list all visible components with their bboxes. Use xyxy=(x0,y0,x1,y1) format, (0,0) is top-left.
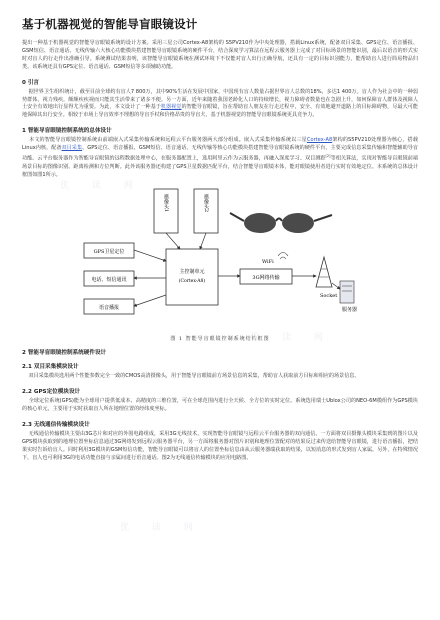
citation: [2] xyxy=(325,154,331,159)
section-2-1-heading: 2.1 双目采集模块设计 xyxy=(22,364,79,371)
cortex-a8-link[interactable]: Cortex-A8 xyxy=(306,137,333,144)
figure-1-caption: 图 1 智能导盲眼镜控制系统结构框图 xyxy=(170,336,270,343)
section-2-2-paragraph xyxy=(22,398,418,414)
main-controller-label: 主控制单元 xyxy=(179,269,205,276)
body-text: 等相关算法，实现对智能导盲眼镜前端场景目标的图像识别、距离检测和方位判断。此外该服务器还构建了GPS卫星数据匹配平台，结合智能导盲眼镜本体，能对眼镜使用者进行实时有效地定位。本系统的总体设计框图如图1所示。 xyxy=(22,155,418,178)
section-2-1-paragraph xyxy=(22,373,418,381)
abstract-paragraph: 提出一种基于机器视觉的智能导盲眼镜系统的设计方案。采用三星公司Cortex-A8架构的 S5PV210作为中央处理器，搭载Linux系统，配备双目采集、GPS定位、语音播报、GSM短信、语音通话、无线传输六大核心功能模块搭建智能导盲眼镜系统的硬件平台，结合深度学习算法在远程云服务器上完成了对目标场景的智能识别，最后以语音的形式实时对盲人的行走作出准确引导。系统测试结果表明，该智能导盲眼镜系统在测试环境下不仅能对盲人出行正确导航，还具有一定的目标识别能力，能帮助盲人进行简易物品归类。该系统还具有GPS定位、语音通话、GSM短信等多项辅助功能。 xyxy=(22,40,418,70)
section-2-3-heading: 2.3 无线通信传输模块设计 xyxy=(22,422,90,429)
server-label: 服务器 xyxy=(342,307,358,314)
section-1-paragraph xyxy=(22,137,418,179)
block-diagram xyxy=(70,183,370,333)
section-0-paragraph xyxy=(22,89,418,121)
section-1-heading: 1 智能导盲眼镜控制系统的总体设计 xyxy=(22,128,112,135)
camera-1-label: 摄像头1 xyxy=(163,194,169,213)
machine-vision-link[interactable]: 机器视觉 xyxy=(160,104,182,111)
watermark: 优 读 网 xyxy=(120,523,203,533)
main-controller-box xyxy=(166,249,218,305)
binocular-link[interactable]: 双目采集 xyxy=(61,145,83,152)
page-title: 基于机器视觉的智能导盲眼镜设计 xyxy=(22,17,198,31)
figure-1-diagram xyxy=(70,183,370,333)
body-text: 双目采集模块选用两个性能参数完全一致的CMOS高清摄像头，用于智能导盲眼镜前方场景信息的采集，帮助盲人获取前方目标和相应的场景信息。 xyxy=(28,373,360,380)
body-text: 无线通信传输模块主要由3G芯片和对应的外围电路组成，采用3G无线技术，实现智能导盲眼镜与远程云平台服务器的双向通信。一方面将双目摄像头模块采集到的图片以及GPS模块获取到的地理位置坐标信息通过3G网络发到远程云服务器平台，另一方面将服务器对图片识别和地理位置配对的结果反过来传送给智能导盲眼镜，进行语音播报，把结果实时告诉给盲人。同时利用3G模块的GSM短信功能，智能导盲眼镜可以将盲人的位置坐标信息由从云服务器端获取的结果，以短消息的形式发到盲人家属。另外，在特殊情况下，盲人也可利用3G的电话功能直接与亲属间进行语音通话。图2为无线通信传输模块的应用电路图。 xyxy=(22,431,418,461)
body-text: 全球定位系统(GPS)能为全球用户提供低成本、高精度的三维位置，可在全球范围内进行全天候、全方位的实时定位。系统选用瑞士Ublox公司的NEO-6M模组作为GPS模块的核心单元，主要用于实时获取盲人所在地理位置的经纬度坐标。 xyxy=(22,398,418,413)
tower-icon xyxy=(316,257,332,287)
section-2-heading: 2 智能导盲眼镜控制系统硬件设计 xyxy=(22,350,107,357)
body-text: 架构的S5PV210处理器为核心，搭载Linux内核，配备 xyxy=(22,137,418,152)
camera-2-label: 摄像头2 xyxy=(203,194,209,213)
main-controller-cpu: (Cortex-A8) xyxy=(178,279,206,285)
glasses-icon xyxy=(230,213,332,233)
section-0-heading: 0 引言 xyxy=(22,79,40,86)
body-text: 的智能导盲眼镜，旨在帮助盲人朋友在行走过程中，安全、有效地避开道路上的目标障碍物，尽最大可能地保障其出行安全。相较于市场上导盲效率不理想的导盲手杖和价格昂贵的导盲犬，基于机器视觉的智能导盲眼镜系统更具竞争力。 xyxy=(22,104,418,119)
gps-label: GPS卫星定位 xyxy=(93,249,125,256)
server-icon xyxy=(340,281,354,303)
net3g-label: 3G网络传输 xyxy=(252,275,280,282)
voice-call-label: 电话、短信通讯 xyxy=(91,277,127,284)
wifi-label: WiFi xyxy=(262,259,274,266)
broadcast-label: 语音播报 xyxy=(98,305,120,312)
section-2-2-heading: 2.2 GPS定位模块设计 xyxy=(22,389,81,396)
watermark: 优 读 网 xyxy=(60,181,143,191)
section-2-3-paragraph xyxy=(22,431,418,463)
watermark: 优 读 网 xyxy=(250,333,333,343)
socket-label: Socket xyxy=(320,293,338,300)
body-text: 、GPS定位、语音播报、GSM短信、语音通话、无线传输等核心功能模块搭建智能导盲眼镜系统的硬件平台，主要完成信息采集传输和智能辅助导盲功能。云平台服务器作为智能导盲眼镜的远程数据处理中心，在服务器配置上，选用阿里云作为云服务器，再融入深度学习、双目测距 xyxy=(22,145,418,162)
diagram-connectors xyxy=(134,233,340,306)
body-text: 据世界卫生组织统计，截至目前全球约有盲人7 800万，其中90%生活在发展中国家，中国现有盲人数量占据世界盲人总数的18%，多达1 400万。盲人作为社会中的一种弱势群体，视力残疾，颇颇疾疾视而只能其生活带来了诸多不便。另一方面，近年来随着我国老龄化人口的持续增长，视力障碍者数量也在急剧上升，如何保障盲人群体及视障人士安全有效地出行显得尤为重要。为此，本文设计了一种基于 xyxy=(22,88,418,111)
body-text: 本文的智能导盲眼镜控制系统由前端嵌入式采集传输系统和远程云平台服务器两大部分组成。嵌入式采集传输系统以三星 xyxy=(29,137,307,144)
wifi-icon xyxy=(278,253,288,260)
